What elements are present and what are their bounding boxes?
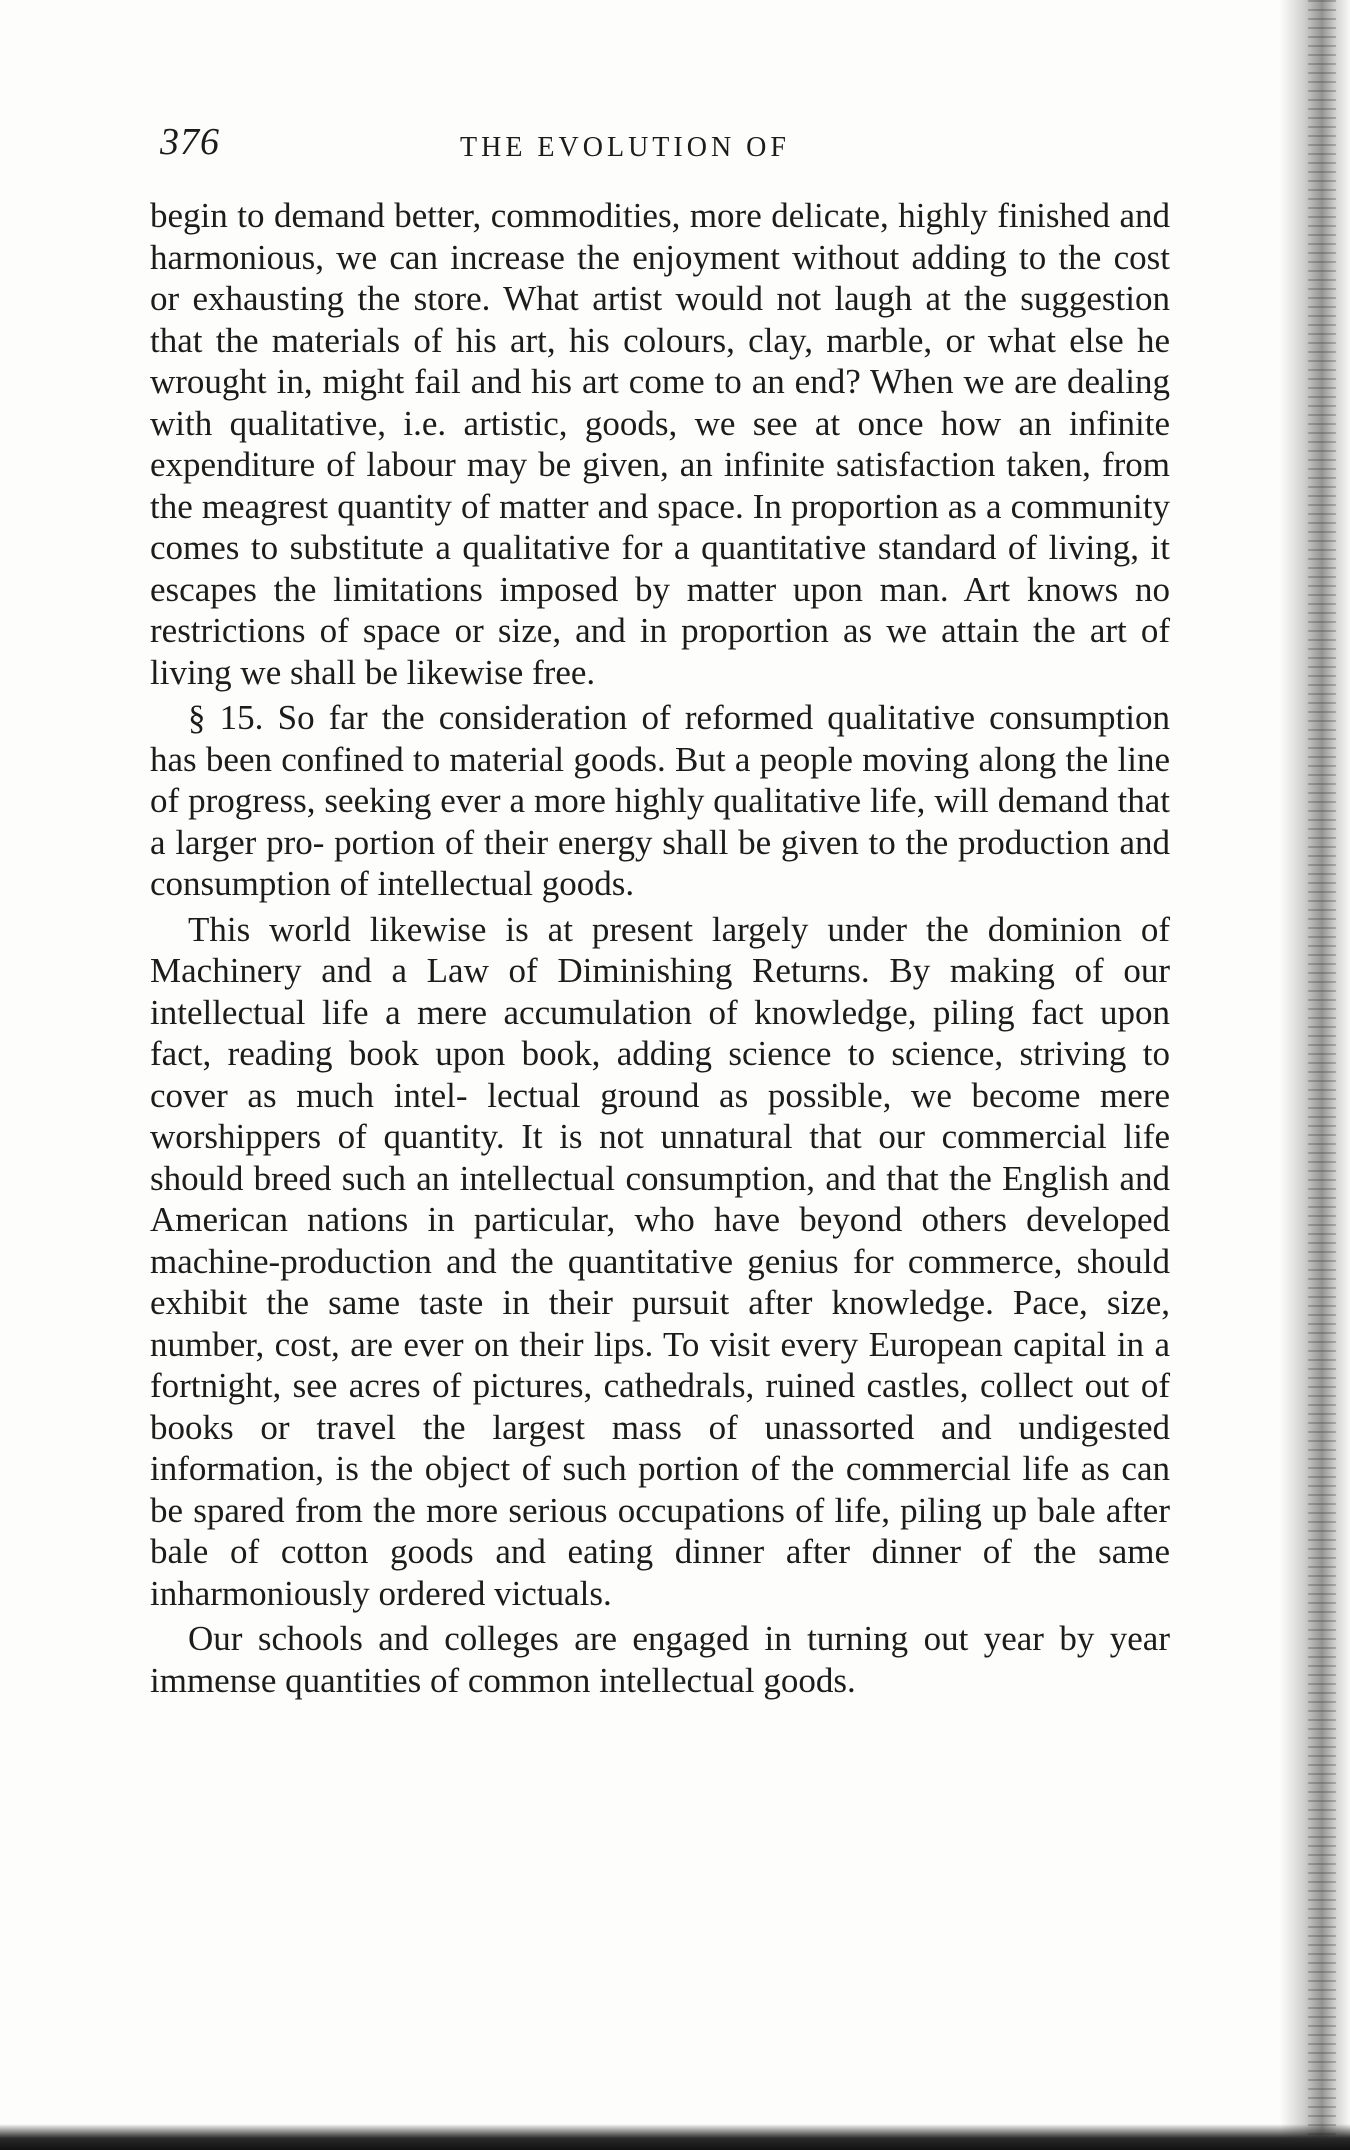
paragraph-1: begin to demand better, commodities, more delicate, highly finished and harmonious, we can increase the enjoyment without adding to the cost or exhausting the store. What artist would not laugh at the suggestion that the materials of his art, his colours, clay, marble, or what else he wrought in, might fail and his art come to an end? When we are dealing with qualitative, i.e. artistic, goods, we see at once how an infinite expenditure of labour may be given, an infinite satisfaction taken, from the meagrest quantity of matter and space. In proportion as a community comes to substitute a qualitative for a quantitative standard of living, it escapes the limitations imposed by matter upon man. Art knows no restrictions of space or size, and in proportion as we attain the art of living we shall be likewise free. [150, 196, 1170, 692]
body-text [150, 195, 1170, 1701]
paragraph-4: Our schools and colleges are engaged in turning out year by year immense quantities of common intellectual goods. [150, 1619, 1170, 1700]
paragraph-2: § 15. So far the consideration of reformed qualitative consumption has been confined to material goods. But a people moving along the line of progress, seeking ever a more highly qualitative life, will demand that a larger pro- portion of their energy shall be given to the production and consumption of intellectual goods. [150, 698, 1170, 903]
scan-bottom-edge [0, 2124, 1350, 2150]
page-number: 376 [160, 121, 220, 163]
binding-gutter-texture [1308, 0, 1336, 2150]
running-head [160, 120, 1170, 180]
paragraph-3: This world likewise is at present largely under the dominion of Machinery and a Law of Diminishing Returns. By making of our intellectual life a mere accumulation of knowledge, piling fact upon fact, reading book upon book, adding science to science, striving to cover as much intel- lectual ground as possible, we become mere worshippers of quantity. It is not unnatural that our commercial life should breed such an intellectual consumption, and that the English and American nations in particular, who have beyond others developed machine-production and the quantitative genius for commerce, should exhibit the same taste in their pursuit after knowledge. Pace, size, number, cost, are ever on their lips. To visit every European capital in a fortnight, see acres of pictures, cathedrals, ruined castles, collect out of books or travel the largest mass of unassorted and undigested information, is the object of such portion of the commercial life as can be spared from the more serious occupations of life, piling up bale after bale of cotton goods and eating dinner after dinner of the same inharmoniously ordered victuals. [150, 909, 1170, 1613]
running-title: THE EVOLUTION OF [460, 132, 790, 163]
